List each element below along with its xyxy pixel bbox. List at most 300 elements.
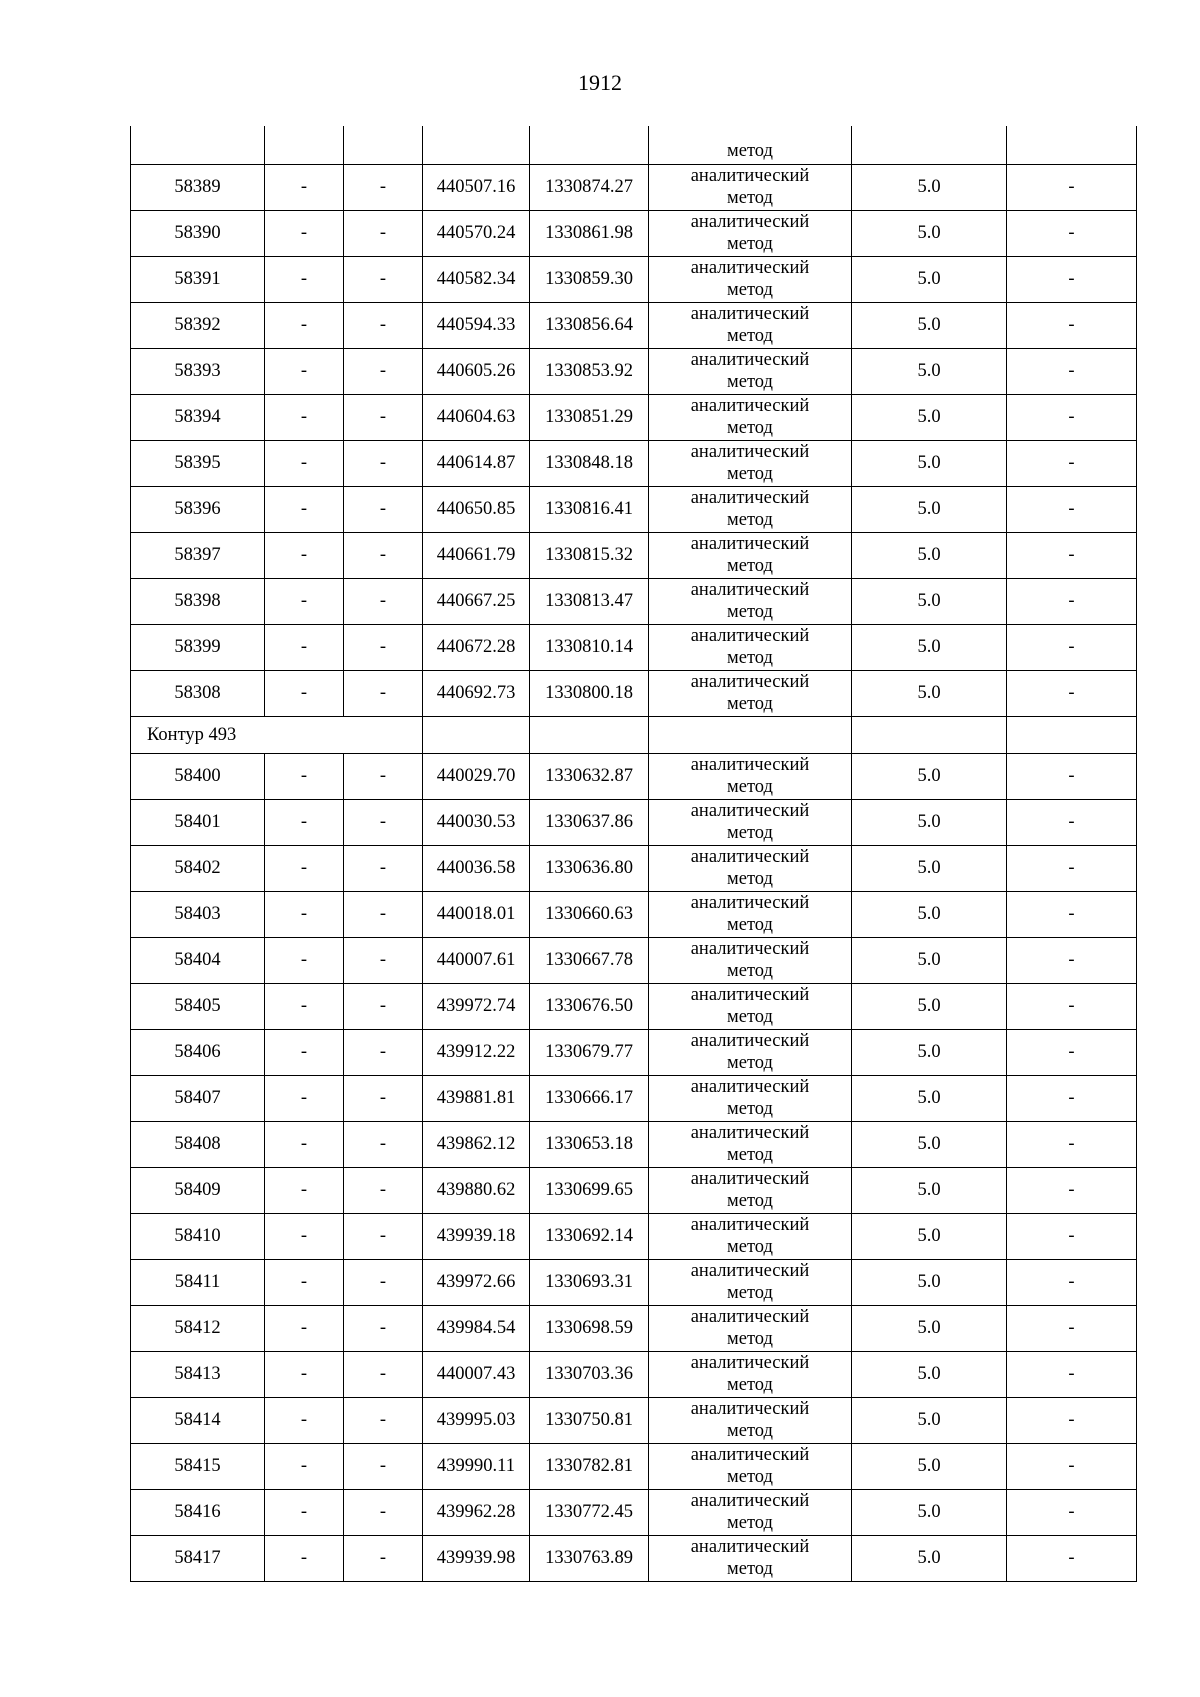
dash-cell: - [265, 302, 344, 348]
point-number-cell: 58396 [131, 486, 265, 532]
point-number-cell: 58308 [131, 670, 265, 716]
table-row [131, 578, 1137, 624]
point-number-cell: 58412 [131, 1305, 265, 1351]
x-coordinate-cell: 440672.28 [423, 624, 530, 670]
point-number-cell: 58411 [131, 1259, 265, 1305]
dash-cell: - [265, 799, 344, 845]
method-cell [649, 1167, 852, 1213]
method-line-1: аналитический [690, 580, 810, 600]
x-coordinate-cell: 440582.34 [423, 256, 530, 302]
table-row [131, 1121, 1137, 1167]
dash-cell: - [344, 1443, 423, 1489]
x-coordinate-cell: 439881.81 [423, 1075, 530, 1121]
dash-cell: - [265, 753, 344, 799]
method-cell [649, 394, 852, 440]
method-line-2: метод [727, 694, 773, 714]
y-coordinate-cell: 1330692.14 [530, 1213, 649, 1259]
table-row [131, 753, 1137, 799]
method-cell: метод [649, 126, 852, 164]
dash-cell: - [265, 624, 344, 670]
x-coordinate-cell: 439984.54 [423, 1305, 530, 1351]
point-number-cell: 58416 [131, 1489, 265, 1535]
point-number-cell: 58398 [131, 578, 265, 624]
method-line-2: метод [727, 1375, 773, 1395]
dash-cell: - [265, 1351, 344, 1397]
method-cell [649, 440, 852, 486]
method-line-1: аналитический [690, 1077, 810, 1097]
accuracy-cell: 5.0 [852, 394, 1007, 440]
dash-cell: - [344, 302, 423, 348]
accuracy-cell: 5.0 [852, 891, 1007, 937]
dash-cell: - [265, 1121, 344, 1167]
method-cell [649, 1351, 852, 1397]
table-row [131, 1259, 1137, 1305]
dash-cell: - [344, 578, 423, 624]
x-coordinate-cell: 440667.25 [423, 578, 530, 624]
accuracy-cell: 5.0 [852, 799, 1007, 845]
empty-cell [1007, 716, 1137, 753]
accuracy-cell: 5.0 [852, 1443, 1007, 1489]
dash-cell: - [344, 1259, 423, 1305]
y-coordinate-cell: 1330666.17 [530, 1075, 649, 1121]
method-line-2: метод [727, 372, 773, 392]
dash-cell: - [344, 394, 423, 440]
y-coordinate-cell: 1330813.47 [530, 578, 649, 624]
accuracy-cell: 5.0 [852, 348, 1007, 394]
table-row [131, 440, 1137, 486]
y-coordinate-cell: 1330816.41 [530, 486, 649, 532]
y-coordinate-cell: 1330667.78 [530, 937, 649, 983]
method-cell [649, 1075, 852, 1121]
dash-cell: - [344, 1121, 423, 1167]
point-number-cell: 58389 [131, 164, 265, 210]
method-line-2: метод [727, 648, 773, 668]
point-number-cell: 58397 [131, 532, 265, 578]
point-number-cell: 58393 [131, 348, 265, 394]
dash-cell: - [265, 256, 344, 302]
y-coordinate-cell: 1330653.18 [530, 1121, 649, 1167]
point-number-cell: 58413 [131, 1351, 265, 1397]
table-row [131, 1443, 1137, 1489]
method-line-2: метод [727, 1329, 773, 1349]
table-row [131, 1397, 1137, 1443]
method-line-2: метод [727, 1421, 773, 1441]
y-coordinate-cell: 1330698.59 [530, 1305, 649, 1351]
accuracy-cell: 5.0 [852, 753, 1007, 799]
dash-cell: - [265, 532, 344, 578]
dash-cell: - [265, 891, 344, 937]
table-row [131, 164, 1137, 210]
description-cell: - [1007, 486, 1137, 532]
table-row [131, 1351, 1137, 1397]
description-cell: - [1007, 578, 1137, 624]
accuracy-cell: 5.0 [852, 1167, 1007, 1213]
method-cell [649, 1535, 852, 1581]
method-line-1: аналитический [690, 396, 810, 416]
method-line-2: метод [727, 1007, 773, 1027]
method-cell [649, 1443, 852, 1489]
method-line-1: аналитический [690, 1445, 810, 1465]
method-line-1: аналитический [690, 985, 810, 1005]
method-line-1: аналитический [690, 893, 810, 913]
accuracy-cell: 5.0 [852, 1397, 1007, 1443]
x-coordinate-cell: 440661.79 [423, 532, 530, 578]
description-cell: - [1007, 532, 1137, 578]
table-row [131, 937, 1137, 983]
dash-cell: - [344, 845, 423, 891]
method-cell [649, 670, 852, 716]
y-coordinate-cell: 1330874.27 [530, 164, 649, 210]
method-line-1: аналитический [690, 1399, 810, 1419]
point-number-cell: 58394 [131, 394, 265, 440]
description-cell: - [1007, 1259, 1137, 1305]
method-line-1: аналитический [690, 1537, 810, 1557]
dash-cell: - [344, 348, 423, 394]
method-line-2: метод [727, 234, 773, 254]
dash-cell: - [344, 753, 423, 799]
method-line-1: аналитический [690, 534, 810, 554]
accuracy-cell: 5.0 [852, 1213, 1007, 1259]
x-coordinate-cell: 440650.85 [423, 486, 530, 532]
point-number-cell: 58391 [131, 256, 265, 302]
accuracy-cell: 5.0 [852, 845, 1007, 891]
method-cell [649, 983, 852, 1029]
table-row [131, 1167, 1137, 1213]
empty-cell [530, 716, 649, 753]
dash-cell: - [344, 1213, 423, 1259]
dash-cell: - [344, 670, 423, 716]
method-cell [649, 1259, 852, 1305]
dash-cell: - [344, 532, 423, 578]
point-number-cell: 58410 [131, 1213, 265, 1259]
dash-cell: - [344, 440, 423, 486]
description-cell: - [1007, 1029, 1137, 1075]
accuracy-cell: 5.0 [852, 670, 1007, 716]
description-cell: - [1007, 440, 1137, 486]
method-line-2: метод [727, 869, 773, 889]
dash-cell: - [265, 1213, 344, 1259]
description-cell: - [1007, 799, 1137, 845]
method-line-1: аналитический [690, 350, 810, 370]
table-row [131, 1075, 1137, 1121]
table-row [131, 983, 1137, 1029]
method-line-2: метод [727, 1283, 773, 1303]
table-row [131, 256, 1137, 302]
page-number: 1912 [578, 70, 622, 95]
point-number-cell: 58417 [131, 1535, 265, 1581]
method-line-2: метод [727, 280, 773, 300]
y-coordinate-cell: 1330772.45 [530, 1489, 649, 1535]
point-number-cell: 58405 [131, 983, 265, 1029]
dash-cell: - [344, 256, 423, 302]
method-line-1: аналитический [690, 488, 810, 508]
y-coordinate-cell: 1330763.89 [530, 1535, 649, 1581]
coordinates-table [130, 126, 1137, 1582]
accuracy-cell: 5.0 [852, 440, 1007, 486]
y-coordinate-cell: 1330848.18 [530, 440, 649, 486]
dash-cell: - [344, 983, 423, 1029]
description-cell: - [1007, 256, 1137, 302]
method-line-2: метод [727, 1191, 773, 1211]
method-line-2: метод [727, 1559, 773, 1579]
dash-cell: - [344, 891, 423, 937]
dash-cell: - [265, 1075, 344, 1121]
accuracy-cell: 5.0 [852, 256, 1007, 302]
dash-cell: - [265, 210, 344, 256]
x-coordinate-cell: 439972.74 [423, 983, 530, 1029]
y-coordinate-cell: 1330861.98 [530, 210, 649, 256]
dash-cell: - [265, 348, 344, 394]
method-line-1: аналитический [690, 755, 810, 775]
y-coordinate-cell: 1330636.80 [530, 845, 649, 891]
dash-cell: - [265, 670, 344, 716]
x-coordinate-cell: 440692.73 [423, 670, 530, 716]
method-line-2: метод [727, 464, 773, 484]
dash-cell: - [265, 1443, 344, 1489]
accuracy-cell: 5.0 [852, 1121, 1007, 1167]
accuracy-cell: 5.0 [852, 486, 1007, 532]
point-number-cell: 58392 [131, 302, 265, 348]
method-line-2: метод [727, 777, 773, 797]
method-cell [649, 753, 852, 799]
method-cell [649, 210, 852, 256]
y-coordinate-cell: 1330800.18 [530, 670, 649, 716]
dash-cell: - [265, 1029, 344, 1075]
accuracy-cell: 5.0 [852, 983, 1007, 1029]
method-line-1: аналитический [690, 939, 810, 959]
x-coordinate-cell: 440605.26 [423, 348, 530, 394]
x-coordinate-cell: 440570.24 [423, 210, 530, 256]
method-line-1: аналитический [690, 801, 810, 821]
method-line-2: метод [727, 961, 773, 981]
dash-cell: - [344, 1075, 423, 1121]
point-number-cell: 58390 [131, 210, 265, 256]
table-row [131, 624, 1137, 670]
description-cell: - [1007, 983, 1137, 1029]
method-line-1: аналитический [690, 1307, 810, 1327]
accuracy-cell: 5.0 [852, 1075, 1007, 1121]
x-coordinate-cell: 439972.66 [423, 1259, 530, 1305]
x-coordinate-cell: 440029.70 [423, 753, 530, 799]
x-coordinate-cell: 440018.01 [423, 891, 530, 937]
accuracy-cell: 5.0 [852, 578, 1007, 624]
table-row [131, 1029, 1137, 1075]
description-cell: - [1007, 1489, 1137, 1535]
method-line-2: метод [727, 1053, 773, 1073]
dash-cell: - [344, 1489, 423, 1535]
dash-cell: - [344, 624, 423, 670]
method-line-2: метод [727, 1513, 773, 1533]
method-cell [649, 1305, 852, 1351]
description-cell: - [1007, 348, 1137, 394]
dash-cell: - [265, 1259, 344, 1305]
table-row [131, 532, 1137, 578]
description-cell: - [1007, 164, 1137, 210]
x-coordinate-cell: 440007.43 [423, 1351, 530, 1397]
method-line-2: метод [727, 1145, 773, 1165]
method-cell [649, 799, 852, 845]
table-row [131, 1489, 1137, 1535]
method-cell [649, 937, 852, 983]
point-number-cell: 58399 [131, 624, 265, 670]
x-coordinate-cell: 440030.53 [423, 799, 530, 845]
y-coordinate-cell: 1330810.14 [530, 624, 649, 670]
accuracy-cell: 5.0 [852, 937, 1007, 983]
x-coordinate-cell: 439990.11 [423, 1443, 530, 1489]
empty-cell [852, 716, 1007, 753]
dash-cell: - [344, 799, 423, 845]
method-line-1: аналитический [690, 1031, 810, 1051]
description-cell: - [1007, 1075, 1137, 1121]
method-cell [649, 1213, 852, 1259]
method-cell [649, 1121, 852, 1167]
dash-cell: - [265, 1305, 344, 1351]
x-coordinate-cell: 440604.63 [423, 394, 530, 440]
table-row [131, 394, 1137, 440]
method-line-1: аналитический [690, 1215, 810, 1235]
accuracy-cell: 5.0 [852, 1535, 1007, 1581]
method-line-2: метод [727, 1237, 773, 1257]
table-row [131, 845, 1137, 891]
accuracy-cell: 5.0 [852, 1259, 1007, 1305]
method-line-1: аналитический [690, 212, 810, 232]
dash-cell: - [265, 578, 344, 624]
y-coordinate-cell: 1330679.77 [530, 1029, 649, 1075]
method-line-1: аналитический [690, 1353, 810, 1373]
point-number-cell: 58406 [131, 1029, 265, 1075]
method-cell [649, 486, 852, 532]
method-line-1: аналитический [690, 304, 810, 324]
x-coordinate-cell: 439939.98 [423, 1535, 530, 1581]
accuracy-cell: 5.0 [852, 532, 1007, 578]
x-coordinate-cell: 440036.58 [423, 845, 530, 891]
table-row [131, 1213, 1137, 1259]
dash-cell: - [265, 845, 344, 891]
dash-cell: - [265, 394, 344, 440]
dash-cell: - [265, 937, 344, 983]
point-number-cell: 58407 [131, 1075, 265, 1121]
method-line-1: аналитический [690, 258, 810, 278]
dash-cell: - [344, 1029, 423, 1075]
method-cell [649, 891, 852, 937]
dash-cell: - [344, 1167, 423, 1213]
description-cell: - [1007, 624, 1137, 670]
accuracy-cell: 5.0 [852, 210, 1007, 256]
description-cell: - [1007, 753, 1137, 799]
x-coordinate-cell: 439880.62 [423, 1167, 530, 1213]
table-row-continued [131, 126, 1137, 164]
point-number-cell: 58409 [131, 1167, 265, 1213]
description-cell: - [1007, 394, 1137, 440]
point-number-cell: 58401 [131, 799, 265, 845]
y-coordinate-cell: 1330699.65 [530, 1167, 649, 1213]
description-cell: - [1007, 1167, 1137, 1213]
x-coordinate-cell: 439912.22 [423, 1029, 530, 1075]
method-cell [649, 348, 852, 394]
dash-cell: - [344, 1535, 423, 1581]
method-cell [649, 578, 852, 624]
y-coordinate-cell: 1330703.36 [530, 1351, 649, 1397]
description-cell: - [1007, 210, 1137, 256]
description-cell: - [1007, 1443, 1137, 1489]
method-cell [649, 302, 852, 348]
dash-cell: - [344, 486, 423, 532]
table-row [131, 799, 1137, 845]
table-row [131, 210, 1137, 256]
accuracy-cell: 5.0 [852, 1029, 1007, 1075]
point-number-cell: 58402 [131, 845, 265, 891]
accuracy-cell: 5.0 [852, 1305, 1007, 1351]
method-line-2: метод [727, 188, 773, 208]
method-line-1: аналитический [690, 626, 810, 646]
contour-label: Контур 493 [131, 716, 423, 753]
point-number-cell: 58400 [131, 753, 265, 799]
dash-cell: - [344, 937, 423, 983]
table-row [131, 891, 1137, 937]
contour-header-row [131, 716, 1137, 753]
dash-cell: - [344, 164, 423, 210]
description-cell: - [1007, 845, 1137, 891]
method-line-1: аналитический [690, 166, 810, 186]
method-line-1: аналитический [690, 672, 810, 692]
y-coordinate-cell: 1330660.63 [530, 891, 649, 937]
method-line-1: аналитический [690, 1123, 810, 1143]
y-coordinate-cell: 1330782.81 [530, 1443, 649, 1489]
x-coordinate-cell: 439962.28 [423, 1489, 530, 1535]
dash-cell: - [265, 440, 344, 486]
y-coordinate-cell: 1330750.81 [530, 1397, 649, 1443]
description-cell: - [1007, 670, 1137, 716]
dash-cell: - [265, 164, 344, 210]
description-cell: - [1007, 937, 1137, 983]
method-line-1: аналитический [690, 1491, 810, 1511]
y-coordinate-cell: 1330815.32 [530, 532, 649, 578]
accuracy-cell: 5.0 [852, 1351, 1007, 1397]
x-coordinate-cell: 439995.03 [423, 1397, 530, 1443]
x-coordinate-cell: 440007.61 [423, 937, 530, 983]
table-row [131, 302, 1137, 348]
method-line-2: метод [727, 823, 773, 843]
method-cell [649, 1489, 852, 1535]
table-row [131, 1535, 1137, 1581]
dash-cell: - [265, 1167, 344, 1213]
empty-cell [649, 716, 852, 753]
accuracy-cell: 5.0 [852, 624, 1007, 670]
method-cell [649, 1397, 852, 1443]
method-line-1: аналитический [690, 1261, 810, 1281]
method-line-1: аналитический [690, 442, 810, 462]
accuracy-cell: 5.0 [852, 302, 1007, 348]
dash-cell: - [344, 1351, 423, 1397]
point-number-cell: 58415 [131, 1443, 265, 1489]
y-coordinate-cell: 1330693.31 [530, 1259, 649, 1305]
method-cell [649, 256, 852, 302]
method-line-2: метод [727, 510, 773, 530]
description-cell: - [1007, 1351, 1137, 1397]
table-row [131, 348, 1137, 394]
y-coordinate-cell: 1330632.87 [530, 753, 649, 799]
method-line-2: метод [727, 602, 773, 622]
table-row [131, 1305, 1137, 1351]
table-row [131, 670, 1137, 716]
method-cell [649, 845, 852, 891]
x-coordinate-cell: 439862.12 [423, 1121, 530, 1167]
method-line-1: аналитический [690, 847, 810, 867]
description-cell: - [1007, 1305, 1137, 1351]
method-line-2: метод [727, 418, 773, 438]
y-coordinate-cell: 1330851.29 [530, 394, 649, 440]
dash-cell: - [344, 1397, 423, 1443]
